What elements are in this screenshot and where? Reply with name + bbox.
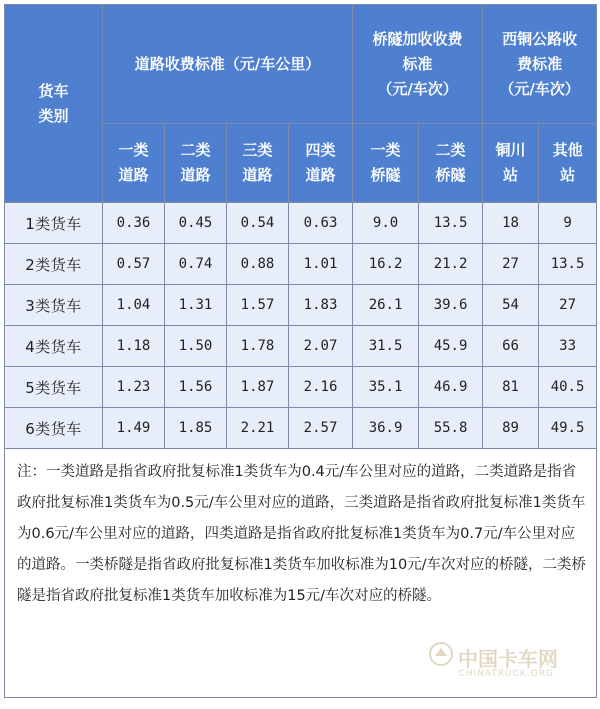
- header-road-type-3: 三类 道路: [227, 124, 289, 203]
- watermark-main: 中国卡车网: [458, 647, 558, 671]
- truck-toll-table: [4, 4, 597, 698]
- table-cell: 1.49: [103, 408, 165, 449]
- table-cell: 18: [483, 203, 539, 244]
- table-cell: 45.9: [419, 326, 483, 367]
- table-cell: 35.1: [353, 367, 419, 408]
- header-road-type-1: 一类 道路: [103, 124, 165, 203]
- table-cell: 0.36: [103, 203, 165, 244]
- table-cell: 2.07: [289, 326, 353, 367]
- watermark-sub: CHINATRUCK.ORG: [458, 669, 554, 679]
- table-cell: 1.85: [165, 408, 227, 449]
- table-cell: 1.83: [289, 285, 353, 326]
- row-category: 3类货车: [5, 285, 103, 326]
- table-cell: 39.6: [419, 285, 483, 326]
- table-row: [5, 408, 597, 449]
- table-row: [5, 285, 597, 326]
- table-cell: 33: [539, 326, 597, 367]
- table-cell: 16.2: [353, 244, 419, 285]
- row-category: 2类货车: [5, 244, 103, 285]
- table-cell: 1.57: [227, 285, 289, 326]
- header-xitong-fee: 西铜公路收 费标准 （元/车次）: [483, 5, 597, 124]
- row-category: 4类货车: [5, 326, 103, 367]
- table-cell: 1.78: [227, 326, 289, 367]
- table-cell: 13.5: [419, 203, 483, 244]
- table-cell: 31.5: [353, 326, 419, 367]
- table-cell: 2.21: [227, 408, 289, 449]
- footnote: 注：一类道路是指省政府批复标准1类货车为0.4元/车公里对应的道路，二类道路是指省政府批复标准1类货车为0.5元/车公里对应的道路，三类道路是指省政府批复标准1类货车为0.6元/车公里对应的道路，四类道路是指省政府批复标准1类货车为0.7元/车公里对应的道路。一类桥隧是指省政府批复标准1类货车加收标准为10元/车次对应的桥隧，二类桥隧是指省政府批复标准1类货车加收标准为15元/车次对应的桥隧。: [5, 449, 597, 698]
- table-cell: 1.50: [165, 326, 227, 367]
- table-cell: 1.31: [165, 285, 227, 326]
- table-cell: 66: [483, 326, 539, 367]
- table-cell: 26.1: [353, 285, 419, 326]
- table-cell: 1.18: [103, 326, 165, 367]
- table-cell: 55.8: [419, 408, 483, 449]
- header-station-tongchuan: 铜川 站: [483, 124, 539, 203]
- table-cell: 9.0: [353, 203, 419, 244]
- table-cell: 2.57: [289, 408, 353, 449]
- table-cell: 2.16: [289, 367, 353, 408]
- table-cell: 0.88: [227, 244, 289, 285]
- header-bridge-type-2: 二类 桥隧: [419, 124, 483, 203]
- row-category: 1类货车: [5, 203, 103, 244]
- table-cell: 9: [539, 203, 597, 244]
- table-cell: 1.56: [165, 367, 227, 408]
- header-road-type-4: 四类 道路: [289, 124, 353, 203]
- table-cell: 1.01: [289, 244, 353, 285]
- table-cell: 54: [483, 285, 539, 326]
- table-cell: 1.87: [227, 367, 289, 408]
- header-road-fee: 道路收费标准（元/车公里）: [103, 5, 353, 124]
- table-cell: 36.9: [353, 408, 419, 449]
- row-category: 6类货车: [5, 408, 103, 449]
- table-cell: 1.23: [103, 367, 165, 408]
- table-cell: 13.5: [539, 244, 597, 285]
- table-cell: 40.5: [539, 367, 597, 408]
- header-station-other: 其他 站: [539, 124, 597, 203]
- table-cell: 27: [483, 244, 539, 285]
- header-truck-category: 货车 类别: [5, 5, 103, 203]
- table-row: [5, 326, 597, 367]
- table-cell: 1.04: [103, 285, 165, 326]
- table-cell: 0.63: [289, 203, 353, 244]
- table-cell: 89: [483, 408, 539, 449]
- table-cell: 81: [483, 367, 539, 408]
- table-row: [5, 203, 597, 244]
- table-cell: 21.2: [419, 244, 483, 285]
- table-cell: 27: [539, 285, 597, 326]
- header-road-type-2: 二类 道路: [165, 124, 227, 203]
- header-bridge-type-1: 一类 桥隧: [353, 124, 419, 203]
- table-cell: 46.9: [419, 367, 483, 408]
- table-cell: 49.5: [539, 408, 597, 449]
- table-row: [5, 367, 597, 408]
- row-category: 5类货车: [5, 367, 103, 408]
- table-cell: 0.54: [227, 203, 289, 244]
- table-cell: 0.74: [165, 244, 227, 285]
- table-cell: 0.45: [165, 203, 227, 244]
- table-row: [5, 244, 597, 285]
- table-cell: 0.57: [103, 244, 165, 285]
- header-bridge-fee: 桥隧加收收费 标准 （元/车次）: [353, 5, 483, 124]
